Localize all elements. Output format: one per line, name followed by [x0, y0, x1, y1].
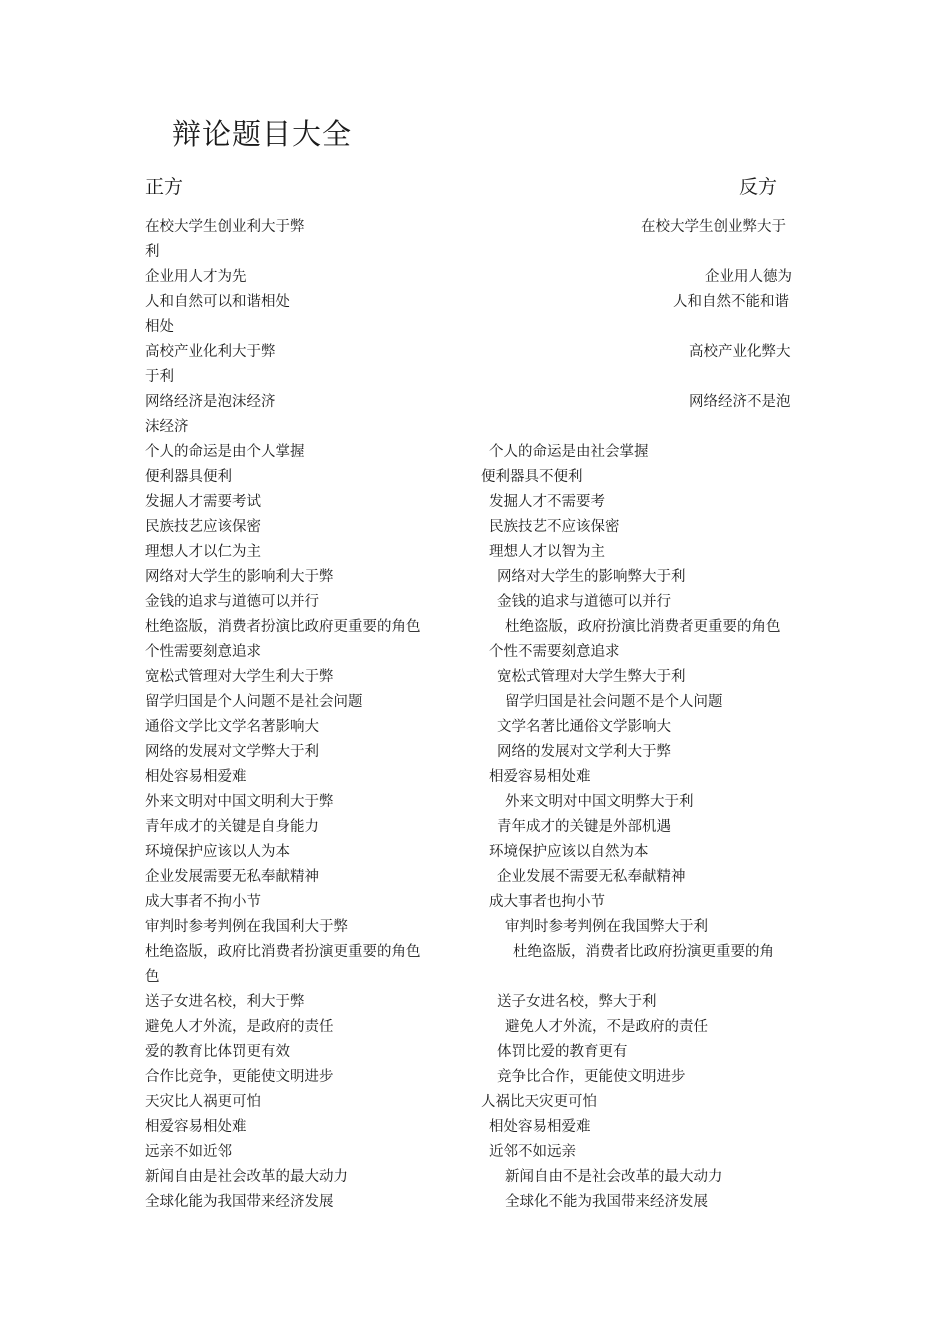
topic-line: 企业发展不需要无私奉献精神 [497, 869, 686, 885]
topic-line: 相爱容易相处难 [489, 769, 591, 785]
topic-line: 通俗文学比文学名著影响大 [145, 719, 319, 735]
topic-line: 金钱的追求与道德可以并行 [145, 594, 319, 610]
topic-line: 个人的命运是由社会掌握 [489, 444, 649, 460]
topic-line: 审判时参考判例在我国弊大于利 [505, 919, 708, 935]
topic-line: 环境保护应该以自然为本 [489, 844, 649, 860]
topic-line: 避免人才外流，不是政府的责任 [505, 1019, 708, 1035]
topic-line: 全球化不能为我国带来经济发展 [505, 1194, 708, 1210]
topic-line: 企业发展需要无私奉献精神 [145, 869, 319, 885]
topic-line: 留学归国是社会问题不是个人问题 [505, 694, 723, 710]
topic-line: 个人的命运是由个人掌握 [145, 444, 305, 460]
topic-line: 网络对大学生的影响弊大于利 [497, 569, 686, 585]
topic-line: 高校产业化利大于弊 [145, 344, 276, 360]
topic-line: 杜绝盗版，消费者扮演比政府更重要的角色 [145, 619, 421, 635]
topic-line: 近邻不如远亲 [489, 1144, 576, 1160]
topic-line: 个性需要刻意追求 [145, 644, 261, 660]
topic-line: 民族技艺应该保密 [145, 519, 261, 535]
topic-line: 网络经济是泡沫经济 [145, 394, 276, 410]
topic-line: 个性不需要刻意追求 [489, 644, 620, 660]
topic-line: 审判时参考判例在我国利大于弊 [145, 919, 348, 935]
topic-line: 企业用人才为先 [145, 269, 247, 285]
topic-line: 成大事者不拘小节 [145, 894, 261, 910]
topic-line: 送子女进名校，弊大于利 [497, 994, 657, 1010]
topic-line: 环境保护应该以人为本 [145, 844, 290, 860]
topic-line: 送子女进名校，利大于弊 [145, 994, 305, 1010]
topic-line: 企业用人德为 [705, 269, 792, 285]
topic-line: 外来文明对中国文明弊大于利 [505, 794, 694, 810]
topic-line: 外来文明对中国文明利大于弊 [145, 794, 334, 810]
page-title: 辩论题目大全 [172, 117, 353, 151]
topic-line: 体罚比爱的教育更有 [497, 1044, 628, 1060]
topic-line: 理想人才以仁为主 [145, 544, 261, 560]
topic-line: 合作比竞争，更能使文明进步 [145, 1069, 334, 1085]
topic-line: 相处容易相爱难 [145, 769, 247, 785]
topic-line: 天灾比人祸更可怕 [145, 1094, 261, 1110]
topic-line: 爱的教育比体罚更有效 [145, 1044, 290, 1060]
topic-line: 杜绝盗版，政府比消费者扮演更重要的角色 [145, 944, 421, 960]
topic-line: 远亲不如近邻 [145, 1144, 232, 1160]
topic-line: 避免人才外流，是政府的责任 [145, 1019, 334, 1035]
topic-line: 青年成才的关键是自身能力 [145, 819, 319, 835]
topic-line: 人祸比天灾更可怕 [481, 1094, 597, 1110]
topic-line: 沫经济 [145, 419, 189, 435]
topic-line: 在校大学生创业弊大于 [641, 219, 786, 235]
topic-line: 在校大学生创业利大于弊 [145, 219, 305, 235]
topic-line: 金钱的追求与道德可以并行 [497, 594, 671, 610]
topic-line: 相处容易相爱难 [489, 1119, 591, 1135]
topic-line: 利 [145, 244, 160, 260]
topic-line: 全球化能为我国带来经济发展 [145, 1194, 334, 1210]
topic-line: 发掘人才需要考试 [145, 494, 261, 510]
topic-line: 发掘人才不需要考 [489, 494, 605, 510]
topic-line: 民族技艺不应该保密 [489, 519, 620, 535]
topic-line: 人和自然可以和谐相处 [145, 294, 290, 310]
topic-line: 宽松式管理对大学生利大于弊 [145, 669, 334, 685]
topic-line: 杜绝盗版，消费者比政府扮演更重要的角 [513, 944, 774, 960]
topic-line: 文学名著比通俗文学影响大 [497, 719, 671, 735]
topic-line: 成大事者也拘小节 [489, 894, 605, 910]
topic-line: 于利 [145, 369, 174, 385]
topic-line: 网络的发展对文学利大于弊 [497, 744, 671, 760]
topic-line: 宽松式管理对大学生弊大于利 [497, 669, 686, 685]
topic-line: 网络的发展对文学弊大于利 [145, 744, 319, 760]
topic-line: 色 [145, 969, 160, 985]
topic-line: 杜绝盗版，政府扮演比消费者更重要的角色 [505, 619, 781, 635]
topic-line: 网络对大学生的影响利大于弊 [145, 569, 334, 585]
topic-line: 人和自然不能和谐 [673, 294, 789, 310]
pro-side-header: 正方 [145, 176, 184, 198]
topic-line: 新闻自由是社会改革的最大动力 [145, 1169, 348, 1185]
topic-line: 便利器具便利 [145, 469, 232, 485]
con-side-header: 反方 [739, 176, 778, 198]
topic-line: 青年成才的关键是外部机遇 [497, 819, 671, 835]
topic-line: 竞争比合作，更能使文明进步 [497, 1069, 686, 1085]
topic-line: 网络经济不是泡 [689, 394, 791, 410]
topic-line: 相爱容易相处难 [145, 1119, 247, 1135]
topic-line: 高校产业化弊大 [689, 344, 791, 360]
topic-line: 便利器具不便利 [481, 469, 583, 485]
topic-line: 留学归国是个人问题不是社会问题 [145, 694, 363, 710]
topic-line: 理想人才以智为主 [489, 544, 605, 560]
topic-line: 相处 [145, 319, 174, 335]
topic-line: 新闻自由不是社会改革的最大动力 [505, 1169, 723, 1185]
